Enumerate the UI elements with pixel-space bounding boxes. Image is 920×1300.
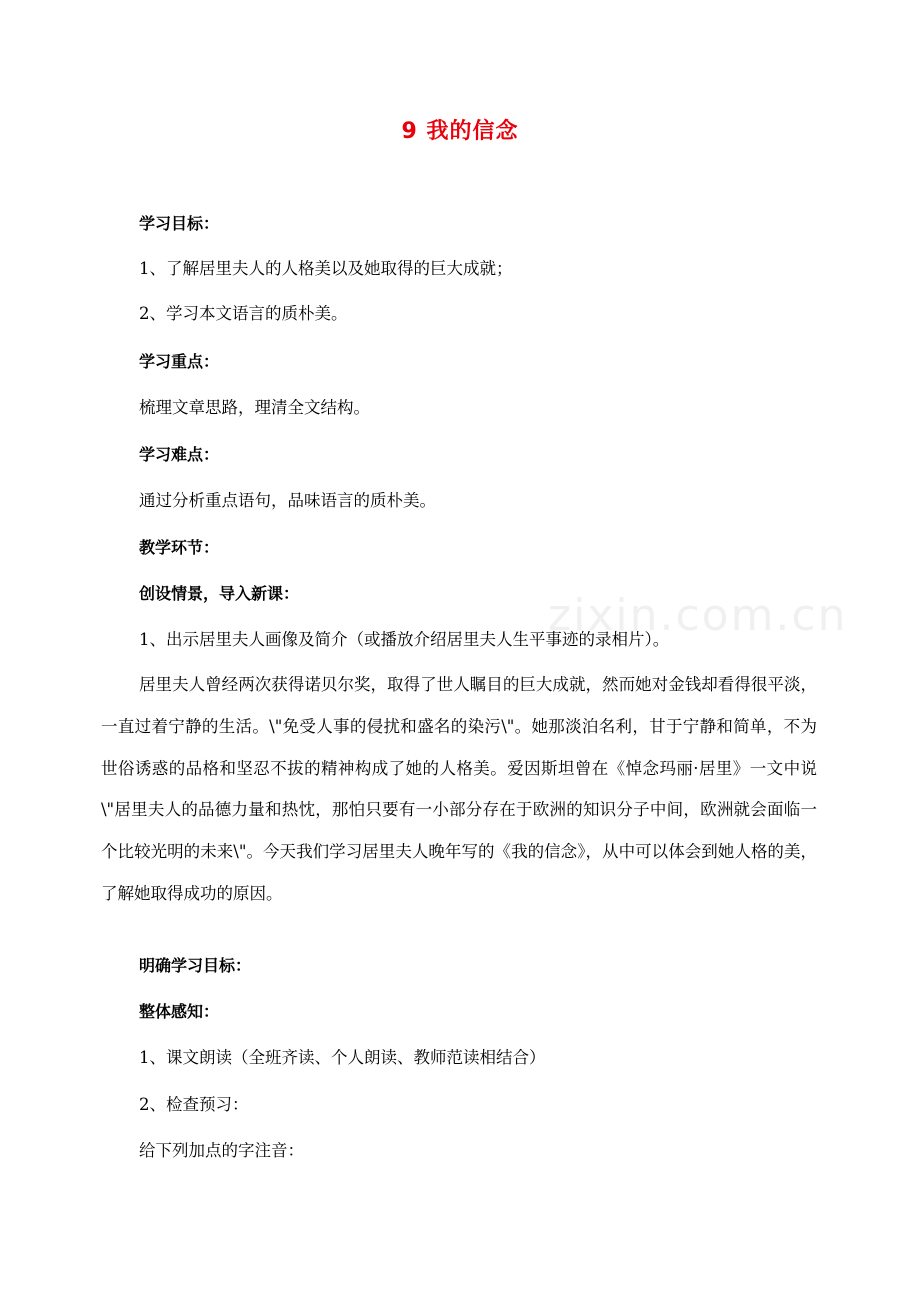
intro-heading: 创设情景，导入新课：: [139, 584, 300, 603]
key-points-text: 梳理文章思路，理清全文结构。: [139, 398, 370, 417]
objectives-heading: 学习目标：: [139, 214, 220, 233]
objective-item-2: 2、学习本文语言的质朴美。: [139, 304, 348, 323]
intro-paragraph-text: 居里夫人曾经两次获得诺贝尔奖，取得了世人瞩目的巨大成就，然而她对金钱却看得很平淡，一直过着宁静的生活。\"免受人事的侵扰和盛名的染污\"。她那淡泊名利，甘于宁静和简单，不为世俗诱惑的品格和坚忍不拔的精神构成了她的人格美。爱因斯坦曾在《悼念玛丽·居里》一文中说\"居里夫人的品德力量和热忱，那怕只要有一小部分存在于欧洲的知识分子中间，欧洲就会面临一个比较光明的未来\"。今天我们学习居里夫人晚年写的《我的信念》，从中可以体会到她人格的美，了解她取得成功的原因。: [101, 675, 817, 903]
difficulty-heading: 学习难点：: [139, 445, 220, 464]
overall-heading: 整体感知：: [139, 1002, 220, 1021]
overall-item-2: 2、检查预习：: [139, 1095, 249, 1114]
document-title: 9 我的信念: [401, 119, 519, 144]
difficulty-text: 通过分析重点语句，品味语言的质朴美。: [139, 491, 436, 510]
intro-item-1: 1、出示居里夫人画像及简介（或播放介绍居里夫人生平事迹的录相片）。: [139, 630, 670, 649]
goals-heading: 明确学习目标：: [139, 956, 252, 975]
intro-paragraph: [101, 664, 817, 915]
objective-item-1: 1、了解居里夫人的人格美以及她取得的巨大成就；: [139, 259, 513, 278]
overall-item-1: 1、课文朗读（全班齐读、个人朗读、教师范读相结合）: [139, 1048, 546, 1067]
watermark: zixin.com.cn: [548, 590, 848, 641]
key-points-heading: 学习重点：: [139, 352, 220, 371]
overall-item-3: 给下列加点的字注音：: [139, 1141, 304, 1160]
teaching-heading: 教学环节：: [139, 538, 220, 557]
